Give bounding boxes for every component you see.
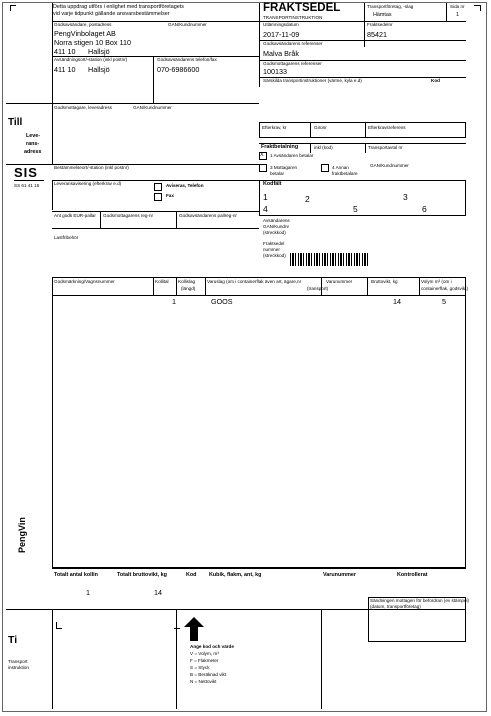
payment-option-4-checkbox[interactable] [321,164,329,172]
eur-pallets-label: Ant godk EUR-pallar [54,213,96,218]
dispatch-label: Avsändningsort/-station (inkl postnr) [54,57,128,62]
phone-label: Godsavsändarens telefon/fax [157,57,217,62]
dispatch-city[interactable]: Hallsjö [88,65,110,74]
code-4[interactable]: 4 [263,204,268,214]
type-label-2: (längd) [181,286,196,291]
goods-no-label: Varunummer [326,279,353,284]
delivery-side-sub2: rans- [26,141,40,147]
doc-subtitle: TRANSPORTINSTRUKTION [263,15,323,20]
payment-option-4a: 4 Annan [332,165,349,170]
notify-checkbox[interactable] [154,183,162,191]
sis-logo: SIS [14,165,38,180]
payment-option-3b: betalar [270,171,285,176]
waybill-number[interactable]: 85421 [367,30,387,39]
code-hint-b: B = Beräknad vikt [190,672,227,677]
payment-label: Fraktbetalning [261,144,299,150]
delivery-side-sub3: adress [24,149,42,155]
volume-label-1: Volym m³ (om i [421,279,452,284]
sender-address-label: Godsavsändare, postadress [54,22,112,27]
notice-label: Leveransavisering (efterkrav e.d) [54,181,122,186]
total-weight-value[interactable]: 14 [154,588,162,597]
cod-box [259,122,466,138]
code-6[interactable]: 6 [422,204,427,214]
date-label: Utlämningsdatum [263,22,299,27]
total-count-label: Totalt antal kollin [54,572,98,578]
receiver-label: Godsmottagare, leveradress [54,105,112,110]
cod-ref-label: Efterkravsreferens [368,125,406,130]
receiver-ref[interactable]: 100133 [263,67,287,76]
receiver-ref-label: Godsmottagarens referenser [263,61,322,66]
code-hint-title: Ange kod och värde [190,644,234,649]
receipt-line2: (datum, transportföretag) [370,604,421,609]
page-label: Sida nr [450,4,465,9]
ti-title: Ti [8,634,18,646]
sender-ref[interactable]: Malva Bråk [263,49,299,58]
payment-option-1-mark: X [260,152,264,158]
code-3[interactable]: 3 [403,192,408,202]
type-label-1: Kollislag [178,279,196,284]
waybill-barcode-line2: nummer [263,247,280,252]
code-2[interactable]: 2 [305,194,310,204]
sis-standard: SS 61 41 15 [14,183,40,188]
instructions-line-1: Detta uppdrag utförs i enlighet med transportföretagets [53,4,184,10]
sender-name[interactable]: PengVinbolaget AB [54,29,116,38]
goods-table [52,277,466,568]
total-weight-label: Totalt bruttovikt, kg [117,572,167,578]
row-desc[interactable]: GOOS [211,297,233,306]
page-value[interactable]: 1 [456,12,459,18]
payment-option-1: 1 Avsändaren betalar [270,153,314,158]
total-code-label: Kod [186,572,197,578]
weight-label: Bruttovikt, kg [371,279,398,284]
sender-gan-line1: Avsändarens [263,218,290,223]
sender-phone[interactable]: 070-6986600 [157,65,200,74]
brand-side-logo: PengVin [17,517,27,553]
sender-ref-label: Godsavsändarens referenser [263,41,323,46]
sender-gan-line2: GAN/Kundnr [263,224,290,229]
desc-label-2: (transport) [307,286,329,291]
receiver-customer-label: GAN/Kundnummer [133,105,172,110]
date-value[interactable]: 2017-11-09 [263,30,300,39]
total-count-value[interactable]: 1 [86,588,90,597]
row-weight[interactable]: 14 [393,297,401,306]
desc-label-1: Varuslag (om i containerflak även art, ägare,nr [207,279,302,284]
sender-gan-line3: (streckkod) [263,230,286,235]
fax-label: Fax [166,193,174,198]
volume-label-2: containerflak, godsvikt) [421,286,468,291]
row-count[interactable]: 1 [172,297,176,306]
delivery-side-sub1: Leve- [26,133,41,139]
carrier-label: Transportföretag, -slag [367,4,414,9]
equipment-label: Lastfribehör [54,235,79,240]
receipt-line1: Sändningen mottagen för befordran (ev stämpel) [370,598,470,603]
code-hint-v: V = Volym, m³ [190,651,219,656]
waybill-barcode-line3: (streckkod) [263,253,286,258]
code-hint-n: N = Nettovikt [190,679,217,684]
marking-label: Godsmärkning/Vagnsnummer [54,279,115,284]
waybill-barcode [290,253,368,266]
code-1[interactable]: 1 [263,192,268,202]
instructions-line-2: vid varje tidpunkt gällande ansvarsbestämmelser [53,11,170,17]
code-hint-s: S = Styck [190,665,210,670]
total-cubic-label: Kubik, flakm, ant, kg [209,572,262,578]
code-5[interactable]: 5 [353,204,358,214]
doc-title: FRAKTSEDEL [263,2,341,14]
ti-sub2: instruktion [8,665,29,670]
sender-postal[interactable]: 411 10 [54,47,76,56]
sender-customer-label: GAN/Kundnummer [168,22,207,27]
sender-street[interactable]: Norra stigen 10 Box 110 [54,38,131,47]
carrier-value[interactable]: Hämtas [373,12,392,18]
payment-option-3a: 3 Mottagaren [270,165,298,170]
count-label: Kollital [155,279,169,284]
sender-city[interactable]: Hallsjö [88,47,110,56]
code-field-box [259,180,466,216]
incl-label: inkl (kod) [314,145,333,150]
code-hint-f: F = Flakmeter [190,658,219,663]
payment-gan-label: GAN/Kundnummer [370,163,409,168]
sender-pallet-label: Godsavsändarens pallreg-nr [179,213,237,218]
receiver-reg-label: Godsmottagarens reg-nr [103,213,154,218]
arrow-up-icon [184,617,204,641]
code-label: Kod [431,78,440,83]
fax-checkbox[interactable] [154,193,162,201]
station-label: Bestämmelseort/-station (inkl postnr) [54,165,129,170]
delivery-side-title: Till [8,117,23,128]
total-goods-no-label: Varunummer [323,572,356,578]
payment-option-3-checkbox[interactable] [259,164,267,172]
special-label: Särskilda transportinstruktioner (värme, kyla e.d) [263,78,362,83]
waybill-label: Fraktsedelnr [367,22,393,27]
code-field-title: Kodfält [263,181,282,187]
ti-sub1: Transport [8,659,28,664]
payment-option-4b: fraktbetalare [332,171,358,176]
transport-agreement-label: Transportavtal nr [368,145,403,150]
checked-label: Kontrollerat [397,572,428,578]
dispatch-postal[interactable]: 411 10 [54,65,76,74]
row-volume[interactable]: 5 [442,297,446,306]
waybill-barcode-line1: Fraktsedel [263,241,285,246]
giro-label: Gironr [314,125,327,130]
notify-label: Aviseras, Telefon [166,183,204,188]
cod-label: Efterkrav, kr [262,125,287,130]
